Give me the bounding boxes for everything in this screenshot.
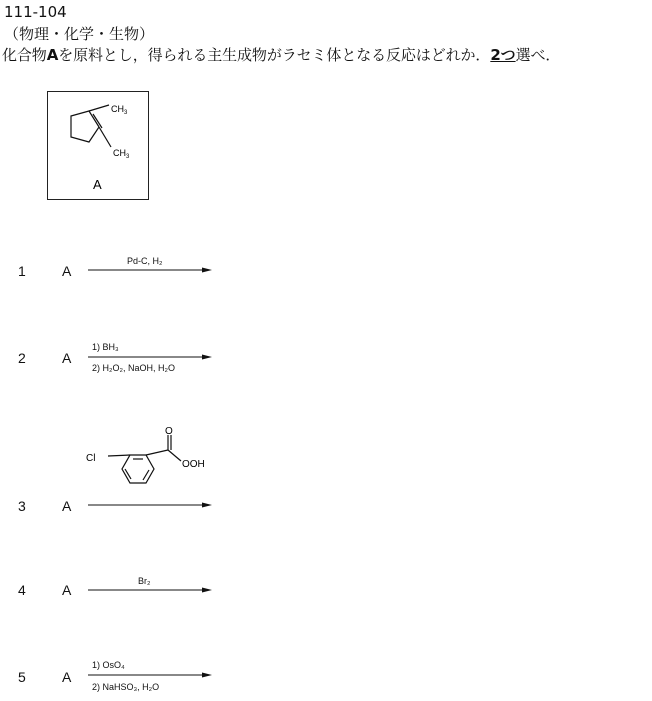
option-4-reactant: A <box>62 582 72 598</box>
option-1-reactant: A <box>62 263 72 279</box>
option-4-reagent: Br₂ <box>138 576 151 586</box>
methyl-bond-top <box>89 105 109 111</box>
option-2-number: 2 <box>18 350 26 366</box>
carbonyl-carbon-bond <box>146 450 168 455</box>
mcpba-structure <box>80 425 220 500</box>
question-part2: を原料とし，得られる主生成物がラセミ体となる反応はどれか． <box>58 46 491 64</box>
option-2-step2: 2) H₂O₂, NaOH, H₂O <box>92 363 175 373</box>
cyclopentene-ring <box>71 111 99 142</box>
peroxy-bond <box>168 450 181 461</box>
option-5-step1: 1) OsO₄ <box>92 660 125 670</box>
question-text <box>2 44 560 65</box>
option-1-number: 1 <box>18 263 26 279</box>
option-5-number: 5 <box>18 669 26 685</box>
peroxy-acid-label: OOH <box>182 459 205 470</box>
methyl-top-label: $CH_3$ <box>111 104 128 116</box>
chloro-bond <box>108 455 130 456</box>
option-2-reactant: A <box>62 350 72 366</box>
subject-label: （物理・化学・生物） <box>4 25 155 43</box>
double-bond <box>93 114 102 128</box>
methyl-bottom-label: $CH_3$ <box>113 148 130 160</box>
option-3-reactant: A <box>62 498 72 514</box>
option-5-reactant: A <box>62 669 72 685</box>
option-3-arrow <box>88 501 212 509</box>
option-5-step2: 2) NaHSO₃, H₂O <box>92 682 160 692</box>
chloro-label: Cl <box>86 453 96 464</box>
question-part3: 選べ． <box>515 46 561 64</box>
option-3-number: 3 <box>18 498 26 514</box>
option-4-arrow <box>88 586 212 594</box>
option-1-reagent: Pd-C, H₂ <box>127 256 163 266</box>
option-2-step1: 1) BH₃ <box>92 342 119 352</box>
answer-count: 2つ <box>490 46 516 64</box>
option-5-arrow <box>88 671 212 679</box>
question-id: 111-104 <box>4 3 67 21</box>
methyl-bond-bottom <box>99 127 111 147</box>
compound-a-label: A <box>93 177 102 192</box>
option-4-number: 4 <box>18 582 26 598</box>
option-2-arrow <box>88 353 212 361</box>
carbonyl-oxygen-label: O <box>165 426 173 437</box>
option-1-arrow <box>88 266 212 274</box>
compound-ref: A <box>46 46 59 64</box>
question-part1: 化合物 <box>2 46 47 64</box>
compound-a-structure <box>47 91 149 200</box>
